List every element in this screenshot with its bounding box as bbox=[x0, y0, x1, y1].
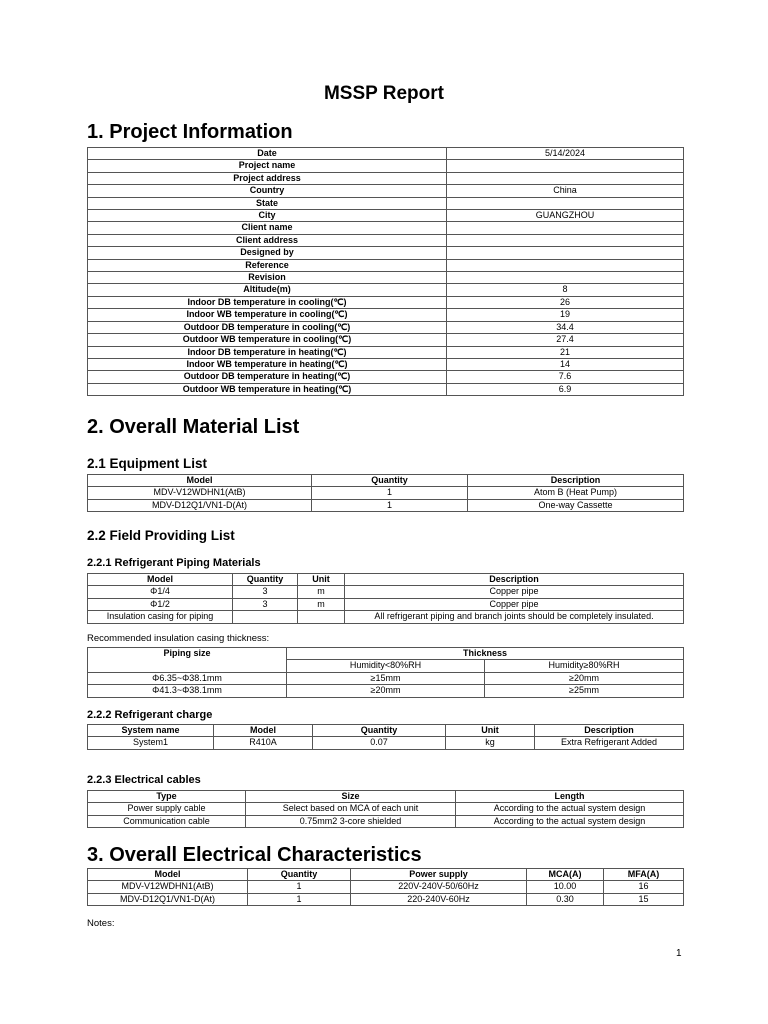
project-info-value bbox=[447, 247, 684, 259]
insulation-thickness-low: ≥15mm bbox=[287, 672, 485, 684]
table-row bbox=[88, 172, 684, 184]
electrical-header-model: Model bbox=[88, 869, 248, 881]
cable-size: Select based on MCA of each unit bbox=[246, 803, 456, 815]
project-info-label: City bbox=[88, 210, 447, 222]
equipment-model: MDV-V12WDHN1(AtB) bbox=[88, 487, 312, 499]
insulation-header-thickness: Thickness bbox=[287, 648, 684, 660]
piping-quantity: 3 bbox=[233, 586, 298, 598]
cable-type: Power supply cable bbox=[88, 803, 246, 815]
electrical-model: MDV-V12WDHN1(AtB) bbox=[88, 881, 248, 893]
electrical-header-row bbox=[88, 869, 684, 881]
insulation-thickness-high: ≥20mm bbox=[485, 672, 684, 684]
piping-description: Copper pipe bbox=[345, 598, 684, 610]
piping-header-description: Description bbox=[345, 574, 684, 586]
electrical-mca: 10.00 bbox=[527, 881, 604, 893]
table-row bbox=[88, 499, 684, 511]
table-row bbox=[88, 309, 684, 321]
equipment-description: Atom B (Heat Pump) bbox=[468, 487, 684, 499]
table-row bbox=[88, 358, 684, 370]
insulation-table bbox=[87, 647, 684, 698]
section-electrical-characteristics-heading: 3. Overall Electrical Characteristics bbox=[87, 844, 422, 866]
table-row bbox=[88, 259, 684, 271]
piping-header-quantity: Quantity bbox=[233, 574, 298, 586]
equipment-table bbox=[87, 474, 684, 512]
equipment-description: One-way Cassette bbox=[468, 499, 684, 511]
charge-header-row bbox=[88, 725, 684, 737]
cable-length: According to the actual system design bbox=[456, 815, 684, 827]
project-info-value: 6.9 bbox=[447, 383, 684, 395]
table-row bbox=[88, 383, 684, 395]
table-row bbox=[88, 148, 684, 160]
report-title: MSSP Report bbox=[323, 83, 444, 104]
project-info-value: 8 bbox=[447, 284, 684, 296]
table-row bbox=[88, 321, 684, 333]
equipment-list-heading: 2.1 Equipment List bbox=[87, 456, 208, 471]
project-info-label: Outdoor WB temperature in heating(℃) bbox=[88, 383, 447, 395]
table-row bbox=[88, 334, 684, 346]
project-info-label: Country bbox=[88, 185, 447, 197]
table-row bbox=[88, 222, 684, 234]
table-row bbox=[88, 284, 684, 296]
project-info-label: Client address bbox=[88, 234, 447, 246]
refrigerant-charge-heading: 2.2.2 Refrigerant charge bbox=[87, 709, 213, 721]
table-row bbox=[88, 371, 684, 383]
equipment-header-model: Model bbox=[88, 475, 312, 487]
cable-type: Communication cable bbox=[88, 815, 246, 827]
electrical-mfa: 16 bbox=[604, 881, 684, 893]
project-info-table bbox=[87, 147, 684, 396]
project-info-label: Project address bbox=[88, 172, 447, 184]
electrical-model: MDV-D12Q1/VN1-D(At) bbox=[88, 893, 248, 905]
charge-system-name: System1 bbox=[88, 737, 214, 749]
section-project-information-heading: 1. Project Information bbox=[87, 121, 293, 143]
piping-header-row bbox=[88, 574, 684, 586]
refrigerant-piping-heading: 2.2.1 Refrigerant Piping Materials bbox=[87, 557, 261, 569]
project-info-value: 26 bbox=[447, 296, 684, 308]
project-info-value bbox=[447, 234, 684, 246]
table-row bbox=[88, 737, 684, 749]
project-info-label: Outdoor WB temperature in cooling(℃) bbox=[88, 334, 447, 346]
table-row bbox=[88, 893, 684, 905]
insulation-header-size: Piping size bbox=[88, 648, 287, 673]
project-info-label: Indoor WB temperature in heating(℃) bbox=[88, 358, 447, 370]
project-info-value: 7.6 bbox=[447, 371, 684, 383]
piping-unit: m bbox=[298, 598, 345, 610]
piping-model: Insulation casing for piping bbox=[88, 611, 233, 623]
project-info-label: Designed by bbox=[88, 247, 447, 259]
electrical-quantity: 1 bbox=[248, 893, 351, 905]
page-number: 1 bbox=[676, 948, 682, 959]
table-row bbox=[88, 185, 684, 197]
cables-table bbox=[87, 790, 684, 828]
project-info-label: Indoor WB temperature in cooling(℃) bbox=[88, 309, 447, 321]
project-info-label: Reference bbox=[88, 259, 447, 271]
electrical-table bbox=[87, 868, 684, 906]
piping-quantity bbox=[233, 611, 298, 623]
equipment-header-description: Description bbox=[468, 475, 684, 487]
insulation-thickness-low: ≥20mm bbox=[287, 685, 485, 697]
table-row bbox=[88, 160, 684, 172]
electrical-power-supply: 220V-240V-50/60Hz bbox=[351, 881, 527, 893]
insulation-thickness-high: ≥25mm bbox=[485, 685, 684, 697]
piping-model: Φ1/4 bbox=[88, 586, 233, 598]
table-row bbox=[88, 685, 684, 697]
table-row bbox=[88, 487, 684, 499]
equipment-header-quantity: Quantity bbox=[312, 475, 468, 487]
project-info-label: State bbox=[88, 197, 447, 209]
charge-description: Extra Refrigerant Added bbox=[535, 737, 684, 749]
charge-header-quantity: Quantity bbox=[313, 725, 446, 737]
piping-description: Copper pipe bbox=[345, 586, 684, 598]
project-info-value: 5/14/2024 bbox=[447, 148, 684, 160]
piping-quantity: 3 bbox=[233, 598, 298, 610]
project-info-label: Indoor DB temperature in heating(℃) bbox=[88, 346, 447, 358]
table-row bbox=[88, 672, 684, 684]
charge-header-system-name: System name bbox=[88, 725, 214, 737]
project-info-label: Client name bbox=[88, 222, 447, 234]
electrical-power-supply: 220-240V-60Hz bbox=[351, 893, 527, 905]
project-info-label: Date bbox=[88, 148, 447, 160]
project-info-label: Indoor DB temperature in cooling(℃) bbox=[88, 296, 447, 308]
electrical-header-power-supply: Power supply bbox=[351, 869, 527, 881]
project-info-value bbox=[447, 222, 684, 234]
electrical-mca: 0.30 bbox=[527, 893, 604, 905]
project-info-label: Revision bbox=[88, 272, 447, 284]
project-info-label: Outdoor DB temperature in cooling(℃) bbox=[88, 321, 447, 333]
table-row bbox=[88, 611, 684, 623]
project-info-value: China bbox=[447, 185, 684, 197]
electrical-header-mfa: MFA(A) bbox=[604, 869, 684, 881]
piping-description: All refrigerant piping and branch joints should be completely insulated. bbox=[345, 611, 684, 623]
section-material-list-heading: 2. Overall Material List bbox=[87, 416, 300, 438]
piping-header-model: Model bbox=[88, 574, 233, 586]
table-row bbox=[88, 210, 684, 222]
project-info-body bbox=[88, 148, 684, 396]
project-info-value: 34.4 bbox=[447, 321, 684, 333]
cables-header-length: Length bbox=[456, 791, 684, 803]
project-info-value bbox=[447, 172, 684, 184]
charge-quantity: 0.07 bbox=[313, 737, 446, 749]
electrical-header-mca: MCA(A) bbox=[527, 869, 604, 881]
piping-header-unit: Unit bbox=[298, 574, 345, 586]
equipment-quantity: 1 bbox=[312, 487, 468, 499]
project-info-value: 21 bbox=[447, 346, 684, 358]
insulation-header-row bbox=[88, 648, 684, 660]
insulation-size: Φ6.35~Φ38.1mm bbox=[88, 672, 287, 684]
electrical-header-quantity: Quantity bbox=[248, 869, 351, 881]
electrical-mfa: 15 bbox=[604, 893, 684, 905]
insulation-size: Φ41.3~Φ38.1mm bbox=[88, 685, 287, 697]
charge-unit: kg bbox=[446, 737, 535, 749]
project-info-value: 14 bbox=[447, 358, 684, 370]
table-row bbox=[88, 247, 684, 259]
piping-unit: m bbox=[298, 586, 345, 598]
insulation-subheader-high-humidity: Humidity≥80%RH bbox=[485, 660, 684, 672]
cables-header-row bbox=[88, 791, 684, 803]
charge-model: R410A bbox=[214, 737, 313, 749]
charge-header-description: Description bbox=[535, 725, 684, 737]
project-info-value: 19 bbox=[447, 309, 684, 321]
table-row bbox=[88, 586, 684, 598]
table-row bbox=[88, 803, 684, 815]
electrical-quantity: 1 bbox=[248, 881, 351, 893]
project-info-label: Altitude(m) bbox=[88, 284, 447, 296]
table-row bbox=[88, 296, 684, 308]
electrical-cables-heading: 2.2.3 Electrical cables bbox=[87, 774, 201, 786]
piping-unit bbox=[298, 611, 345, 623]
equipment-quantity: 1 bbox=[312, 499, 468, 511]
insulation-note: Recommended insulation casing thickness: bbox=[87, 633, 270, 644]
cables-header-type: Type bbox=[88, 791, 246, 803]
table-row bbox=[88, 881, 684, 893]
charge-table bbox=[87, 724, 684, 750]
charge-header-unit: Unit bbox=[446, 725, 535, 737]
piping-table bbox=[87, 573, 684, 624]
project-info-value bbox=[447, 259, 684, 271]
table-row bbox=[88, 598, 684, 610]
project-info-value bbox=[447, 272, 684, 284]
equipment-model: MDV-D12Q1/VN1-D(At) bbox=[88, 499, 312, 511]
cables-header-size: Size bbox=[246, 791, 456, 803]
project-info-label: Project name bbox=[88, 160, 447, 172]
piping-model: Φ1/2 bbox=[88, 598, 233, 610]
cable-length: According to the actual system design bbox=[456, 803, 684, 815]
table-row bbox=[88, 234, 684, 246]
project-info-value: GUANGZHOU bbox=[447, 210, 684, 222]
table-row bbox=[88, 346, 684, 358]
table-row bbox=[88, 272, 684, 284]
field-providing-heading: 2.2 Field Providing List bbox=[87, 528, 235, 543]
table-row bbox=[88, 815, 684, 827]
project-info-value bbox=[447, 160, 684, 172]
equipment-header-row bbox=[88, 475, 684, 487]
project-info-value: 27.4 bbox=[447, 334, 684, 346]
notes-label: Notes: bbox=[87, 918, 115, 929]
table-row bbox=[88, 197, 684, 209]
insulation-subheader-low-humidity: Humidity<80%RH bbox=[287, 660, 485, 672]
project-info-label: Outdoor DB temperature in heating(℃) bbox=[88, 371, 447, 383]
charge-header-model: Model bbox=[214, 725, 313, 737]
cable-size: 0.75mm2 3-core shielded bbox=[246, 815, 456, 827]
project-info-value bbox=[447, 197, 684, 209]
